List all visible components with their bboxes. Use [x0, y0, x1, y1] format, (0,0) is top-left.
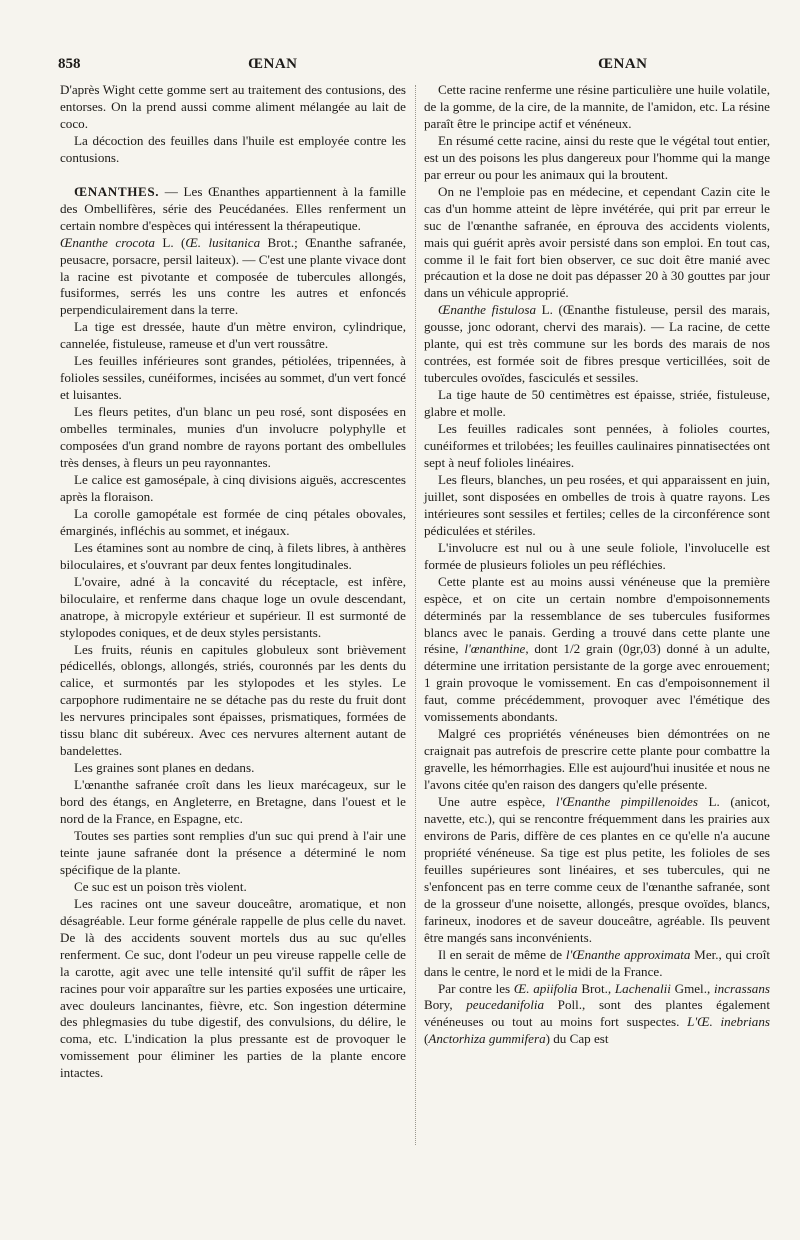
paragraph: Les feuilles radicales sont pennées, à folioles courtes, cunéiformes et trilobées; les feuilles caulinaires pinnatisectées ont sept à neuf folioles linéaires. [424, 421, 770, 470]
column-divider [415, 85, 416, 1145]
species-name: Œnanthe crocota [60, 234, 155, 250]
species-name: incrassans [713, 980, 770, 996]
species-name: Anctorhiza gummifera [428, 1031, 546, 1047]
paragraph: La corolle gamopétale est formée de cinq pétales obovales, émarginés, infléchis au sommet, et inégaux. [60, 505, 406, 538]
paragraph [424, 947, 770, 981]
paragraph: Malgré ces propriétés vénéneuses bien démontrées on ne craignait pas autrefois de prescrire cette plante pour combattre la gravelle, les hémorrhagies. Elle est aujourd'hui inusitée et nous ne l'avons citée qu'en raison des dangers qu'elle présente. [424, 726, 770, 793]
paragraph-text: Par contre les [438, 980, 514, 996]
paragraph: Les fleurs, blanches, un peu rosées, et qui apparaissent en juin, juillet, sont disposées en ombelles de trois à quatre rayons. Les intérieures sont sessiles et fertiles; celles de la circonférence sont pédiculées et stériles. [424, 471, 770, 538]
paragraph: Cette racine renferme une résine particulière une huile volatile, de la gomme, de la cire, de la mannite, de l'amidon, etc. La résine paraît être le principe actif et vénéneux. [424, 82, 770, 131]
paragraph: D'après Wight cette gomme sert au traitement des contusions, des entorses. On la prend aussi comme aliment mélangée au lait de coco. [60, 82, 406, 131]
paragraph: Les graines sont planes en dedans. [74, 760, 255, 776]
page-header [58, 52, 770, 78]
species-name: l'Œnanthe approximata [565, 946, 691, 962]
section-paragraph [60, 184, 406, 235]
substance-name: l'œnanthine [464, 641, 526, 657]
species-name: L'Œ. inebrians [687, 1014, 770, 1030]
page-number: 858 [58, 56, 81, 72]
paragraph-text: Brot.; Œnanthe safranée, peusacre, porsacre, persil laiteux). — C'est une plante vivace dont la racine est pivotante et composée de tubercules allongés, fusiformes, serrés les uns contre les autres et enfoncés perpendiculairement dans la terre. [60, 234, 407, 318]
paragraph: L'ovaire, adné à la concavité du réceptacle, est infère, biloculaire, et renferme dans chaque loge un ovule descendant, anatrope, à micropyle extérieur et supérieur. Il est surmonté de stylopodes coniques, et de deux styles persistants. [60, 573, 406, 640]
species-paragraph [60, 235, 406, 320]
species-paragraph [424, 302, 770, 387]
paragraph: Toutes ses parties sont remplies d'un suc qui prend à l'air une teinte jaune safranée dont la présence a déterminé le nom spécifique de la plante. [60, 827, 406, 877]
paragraph-text: L. (Œnanthe fistuleuse, persil des marais, gousse, jonc odorant, chervi des marais). — La racine, de cette plante, qui est très commune sur les bords des marais de nos contrées, est formée soit de fibres presque verticillées, soit de tubercules ovoïdes, fasciculés et sessiles. [424, 302, 771, 386]
species-name: peucedanifolia [466, 997, 545, 1013]
paragraph: La tige haute de 50 centimètres est épaisse, striée, fistuleuse, glabre et molle. [424, 387, 770, 420]
paragraph [424, 981, 770, 1049]
paragraph-text: Cette plante est au moins aussi vénéneuse que la première espèce, et on cite un certain nombre d'empoisonnements déterminés par la ressemblance de ses tubercules fusiformes blancs avec le panais. Gerding a trouvé dans cette plante une résine, [424, 573, 770, 657]
paragraph: En résumé cette racine, ainsi du reste que le végétal tout entier, est un des poisons les plus dangereux pour l'homme qui la mange par erreur ou pour les animaux qui la broutent. [424, 132, 770, 182]
paragraph-text: L. (anicot, navette, etc.), qui se rencontre fréquemment dans les prairies aux environs de Paris, diffère de ces plantes en ce qu'elle n'a aucune propriété vénéneuse. Sa tige est plus petite, les folioles de ses feuilles supérieures sont linéaires, et ses tubercules, qui ne s'enfoncent pas en terre comme ceux de l'œnanthe safranée, sont de la grosseur d'une noisette, allongés, presque ovoïdes, blancs, farineux, inodores et de saveur douceâtre, agréable. Ils peuvent être mangés sans inconvénients. [424, 794, 771, 945]
paragraph-text: ) du Cap est [545, 1031, 609, 1047]
paragraph [424, 574, 770, 727]
paragraph: Les fleurs petites, d'un blanc un peu rosé, sont disposées en ombelles terminales, munies d'un involucre polyphylle et composées d'un grand nombre de rayons portant des ombellules très denses, à fleurs un peu rayonnantes. [60, 404, 406, 471]
paragraph-text: Une autre espèce, [438, 794, 556, 810]
paragraph: Ce suc est un poison très violent. [74, 878, 247, 894]
paragraph-text: Brot., [577, 980, 615, 996]
paragraph-text: L. ( [154, 234, 186, 250]
running-title-right: ŒNAN [598, 56, 648, 72]
paragraph: L'œnanthe safranée croît dans les lieux marécageux, sur le bord des étangs, en Angleterre, en Bretagne, dans l'ouest et le nord de la France, en Espagne, etc. [60, 777, 406, 827]
paragraph-text: Poll., sont des plantes également vénéneuses ou tout au moins fort suspectes. [424, 997, 770, 1030]
paragraph: Les racines ont une saveur douceâtre, aromatique, et non désagréable. Leur forme générale rappelle de plus celle du navet. De là des accidents souvent mortels dus au suc qu'elles renferment. Ce suc, dont l'odeur un peu vireuse rappelle celle de la carotte, agit avec une telle intensité qu'il suffit de râper les racines pour voir apparaître sur les parties exposées une urticaire, avec douleurs lancinantes, fièvre, etc. Son ingestion détermine des phlegmasies du tube digestif, des convulsions, du délire, le coma, etc. L'indication la plus pressante est de provoquer le vomissement pour éliminer les parties de la plante encore intactes. [60, 895, 406, 1081]
paragraph-text: ( [424, 1031, 429, 1047]
paragraph-text: Il en serait de même de [438, 946, 566, 962]
paragraph: Le calice est gamosépale, à cinq divisions aiguës, accrescentes après la floraison. [60, 471, 406, 504]
section-heading: ŒNANTHES. [74, 183, 160, 199]
paragraph-text: , dont 1/2 grain (0gr,03) donné à un adulte, détermine une irritation persistante de la gorge avec enrouement; 1 grain provoque le vomissement. En cas d'empoisonnement il faut, comme précédemment, provoquer avec l'émétique des vomissements abondants. [424, 641, 770, 725]
paragraph: On ne l'emploie pas en médecine, et cependant Cazin cite le cas d'un homme atteint de lèpre invétérée, qui prit par erreur le suc de l'œnanthe safranée, en éprouva des accidents violents, mais qui guérit après avoir persisté dans son emploi. En tout cas, comme il le fait fort bien observer, ce suc doit être manié avec précaution et la dose ne doit pas dépasser 20 à 30 gouttes par jour dans un véhicule approprié. [424, 183, 770, 301]
paragraph-text: — Les Œnanthes appartiennent à la famille des Ombellifères, série des Peucédanées. Elles renferment un certain nombre d'espèces qui intéressent la thérapeutique. [60, 183, 406, 233]
paragraph: L'involucre est nul ou à une seule foliole, l'involucelle est formée de plusieurs folioles un peu réfléchies. [424, 539, 770, 572]
species-name: Œnanthe fistulosa [438, 302, 536, 318]
running-title-left: ŒNAN [248, 56, 298, 72]
paragraph-text: Gmel., [670, 980, 714, 996]
species-name: Lachenalii [614, 980, 671, 996]
paragraph-text: Mer., qui croît dans le centre, le nord et le midi de la France. [424, 946, 771, 979]
species-name: Œ. apiifolia [513, 980, 578, 996]
paragraph: La décoction des feuilles dans l'huile est employée contre les contusions. [60, 132, 406, 165]
species-name: l'Œnanthe pimpillenoides [555, 794, 698, 810]
paragraph-text: Bory, [424, 997, 467, 1013]
left-column [60, 82, 406, 1082]
paragraph: Les fruits, réunis en capitules globuleux sont brièvement pédicellés, oblongs, allongés, striés, couronnés par les dents du calice, et surmontés par les stylopodes et les styles. Le carpophore rudimentaire ne se détache pas du reste du fruit dont les nervures principales sont épaisses, prismatiques, formées de tissu blanc dit subéreux. Avec ces nervures alternent autant de bandelettes. [60, 641, 406, 759]
paragraph [424, 794, 770, 947]
right-column [424, 82, 770, 1048]
paragraph: Les feuilles inférieures sont grandes, pétiolées, tripennées, à folioles sessiles, cunéiformes, incisées au sommet, d'un vert foncé et luisantes. [60, 353, 406, 403]
paragraph: Les étamines sont au nombre de cinq, à filets libres, à anthères biloculaires, et s'ouvrant par deux fentes longitudinales. [60, 539, 406, 572]
paragraph: La tige est dressée, haute d'un mètre environ, cylindrique, cannelée, fistuleuse, rameuse et d'un vert roussâtre. [60, 319, 406, 352]
species-synonym: Œ. lusitanica [185, 234, 261, 250]
